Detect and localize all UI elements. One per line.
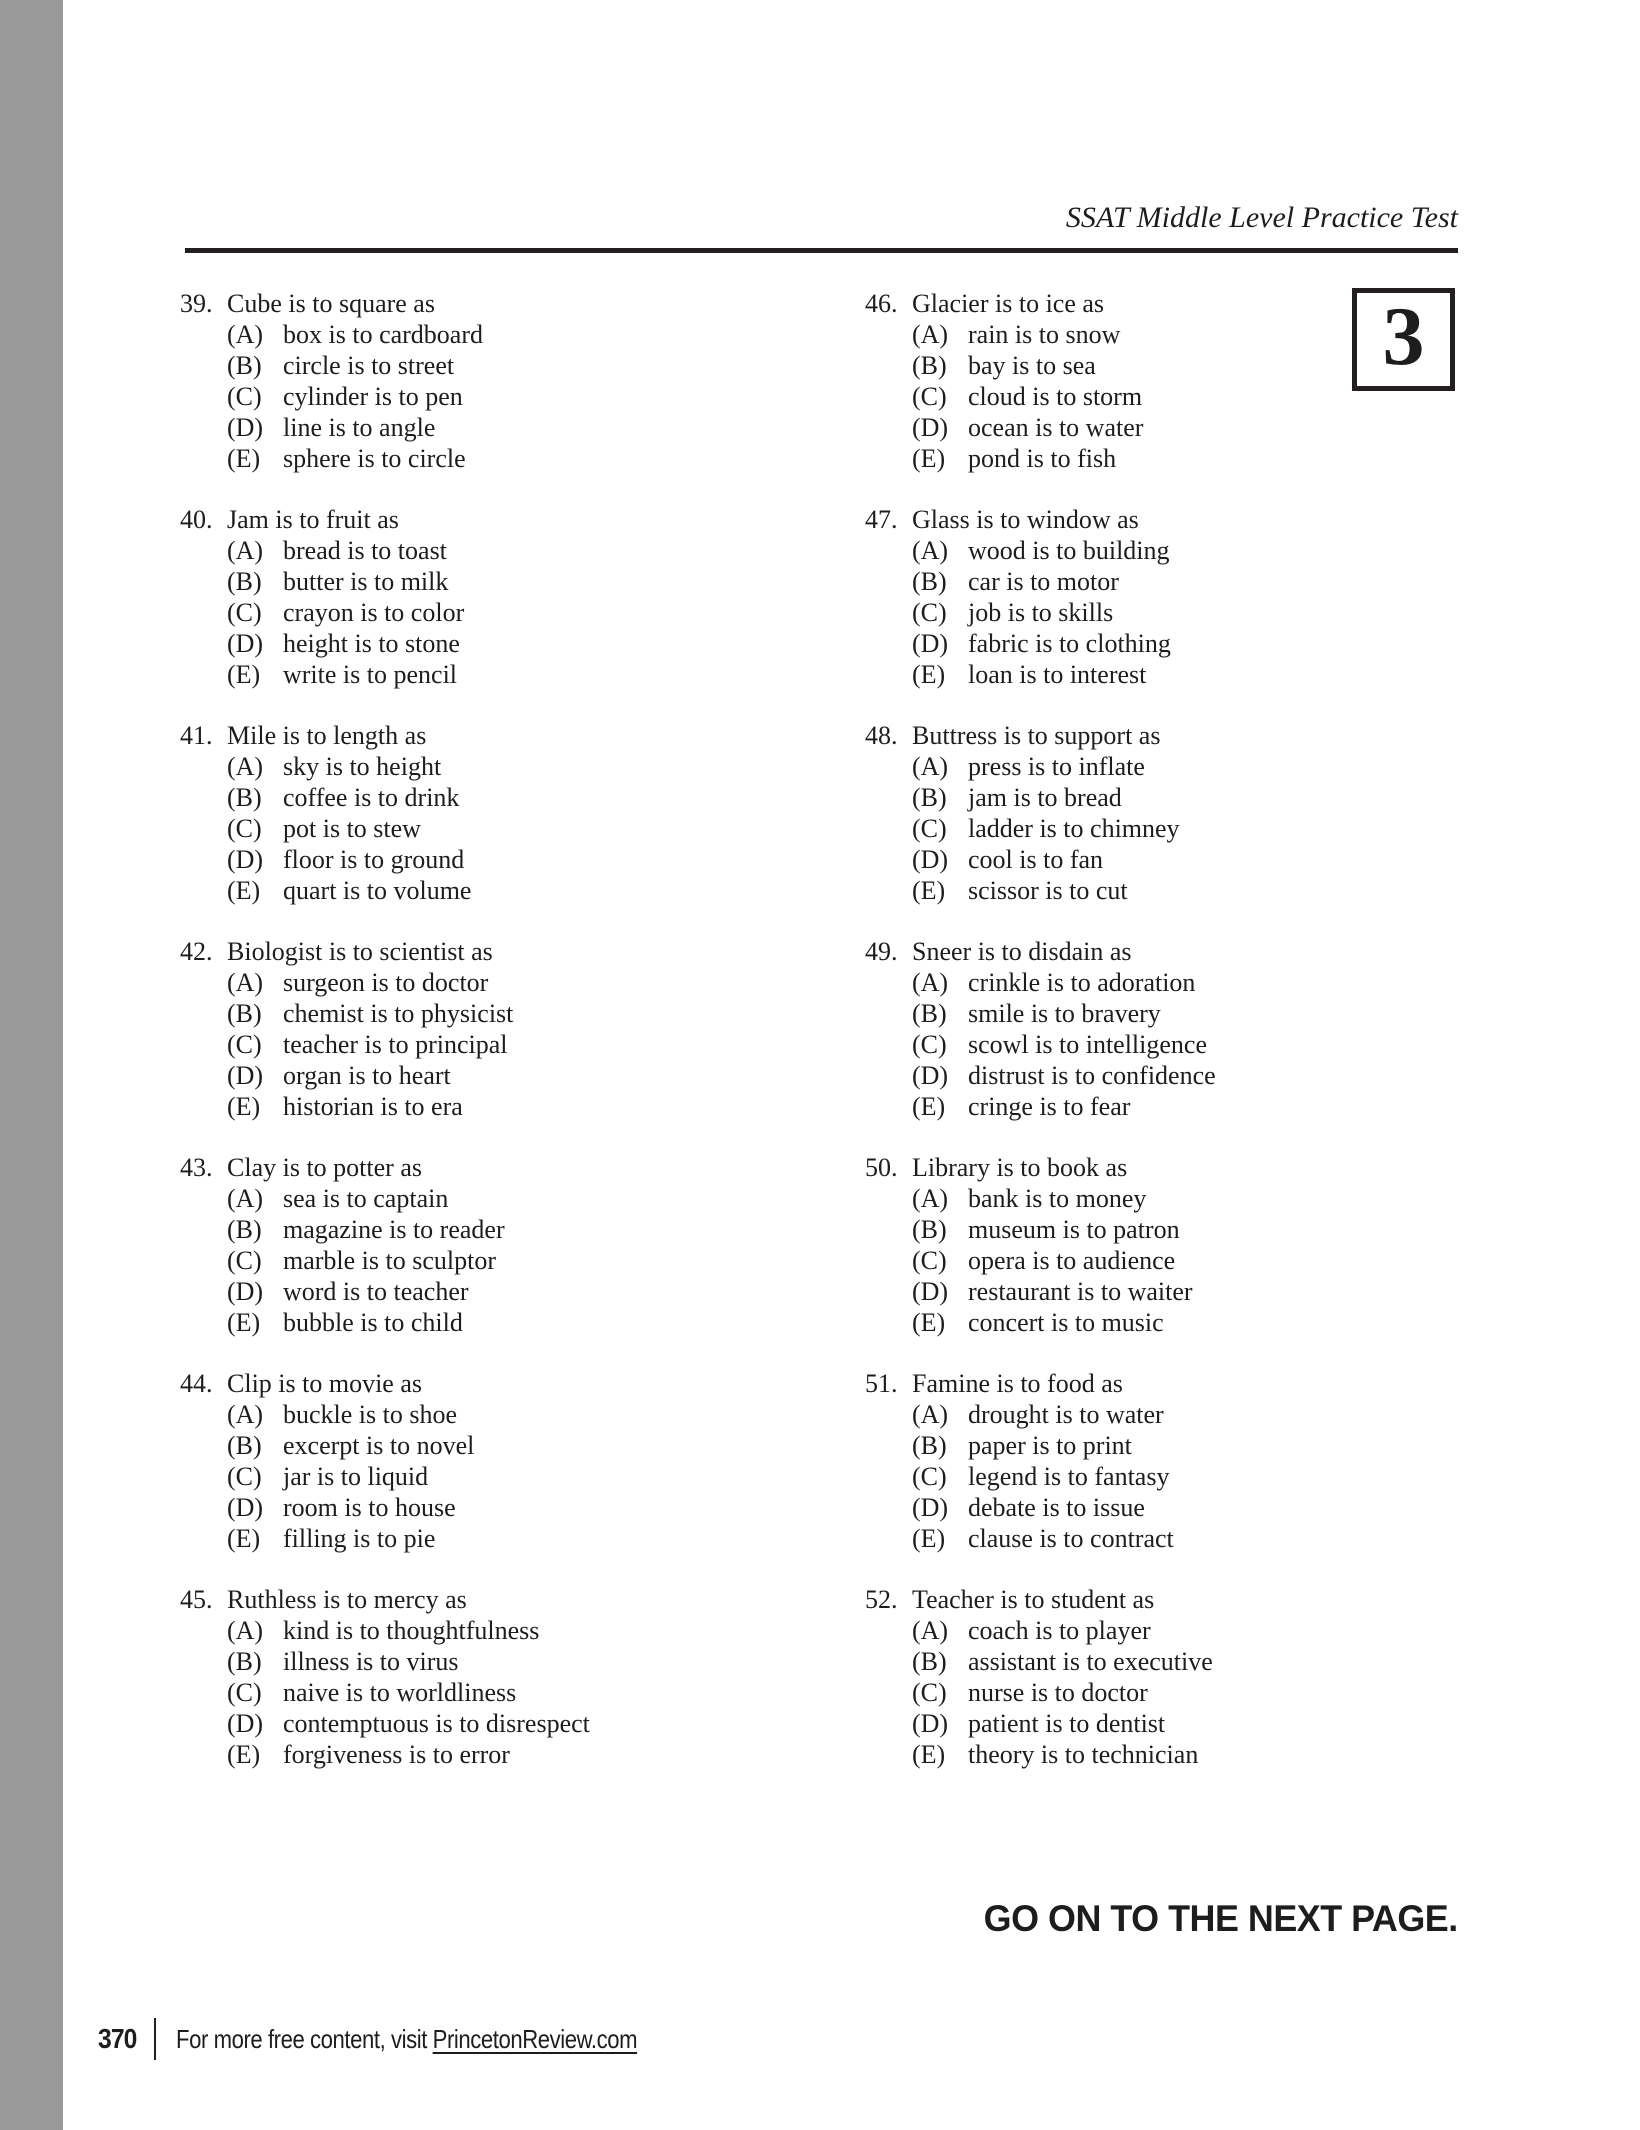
choice-letter: (C) bbox=[227, 1246, 262, 1275]
choice-letter: (D) bbox=[227, 629, 264, 658]
question-item bbox=[865, 288, 1525, 474]
answer-choice bbox=[227, 628, 840, 659]
question-item bbox=[865, 1152, 1525, 1338]
choice-text: write is to pencil bbox=[283, 660, 458, 689]
question-item bbox=[180, 936, 840, 1122]
choice-letter: (B) bbox=[227, 351, 262, 380]
choice-letter: (C) bbox=[912, 814, 947, 843]
choice-text: opera is to audience bbox=[968, 1246, 1176, 1275]
answer-choice bbox=[227, 1677, 840, 1708]
choice-letter: (C) bbox=[227, 1030, 262, 1059]
choice-letter: (C) bbox=[227, 598, 262, 627]
answer-choice bbox=[227, 1060, 840, 1091]
question-number: 42. bbox=[180, 937, 213, 966]
choice-text: fabric is to clothing bbox=[968, 629, 1171, 658]
question-item bbox=[180, 504, 840, 690]
choice-text: box is to cardboard bbox=[283, 320, 484, 349]
choice-text: bubble is to child bbox=[283, 1308, 463, 1337]
choice-text: organ is to heart bbox=[283, 1061, 451, 1090]
choice-text: paper is to print bbox=[968, 1431, 1132, 1460]
answer-choice bbox=[227, 1091, 840, 1122]
answer-choice bbox=[227, 1245, 840, 1276]
answer-choice bbox=[227, 1183, 840, 1214]
choice-text: contemptuous is to disrespect bbox=[283, 1709, 590, 1738]
answer-choice bbox=[227, 350, 840, 381]
question-item bbox=[865, 504, 1525, 690]
choice-letter: (E) bbox=[227, 1740, 261, 1769]
choice-text: patient is to dentist bbox=[968, 1709, 1166, 1738]
answer-choice bbox=[912, 628, 1525, 659]
choice-letter: (C) bbox=[227, 1462, 262, 1491]
answer-choice bbox=[912, 875, 1525, 906]
choice-text: quart is to volume bbox=[283, 876, 472, 905]
page-header-title: SSAT Middle Level Practice Test bbox=[1065, 201, 1458, 234]
answer-choice bbox=[912, 1214, 1525, 1245]
choice-letter: (B) bbox=[227, 567, 262, 596]
choice-letter: (D) bbox=[227, 1277, 264, 1306]
question-stem: Glass is to window as bbox=[912, 505, 1139, 534]
answer-choice bbox=[227, 1523, 840, 1554]
question-item bbox=[180, 1584, 840, 1770]
choice-text: cylinder is to pen bbox=[283, 382, 463, 411]
answer-choice bbox=[227, 1307, 840, 1338]
choice-text: marble is to sculptor bbox=[283, 1246, 497, 1275]
choice-letter: (C) bbox=[912, 1678, 947, 1707]
choice-letter: (B) bbox=[227, 1647, 262, 1676]
choice-text: distrust is to confidence bbox=[968, 1061, 1216, 1090]
choice-text: ocean is to water bbox=[968, 413, 1144, 442]
question-number: 40. bbox=[180, 505, 213, 534]
choice-text: teacher is to principal bbox=[283, 1030, 508, 1059]
answer-choice bbox=[912, 535, 1525, 566]
choice-letter: (A) bbox=[912, 968, 949, 997]
choice-text: room is to house bbox=[283, 1493, 456, 1522]
choice-letter: (B) bbox=[912, 1215, 947, 1244]
choice-letter: (B) bbox=[227, 1431, 262, 1460]
answer-choice bbox=[227, 566, 840, 597]
answer-choice bbox=[912, 844, 1525, 875]
questions-column-left bbox=[180, 288, 840, 1800]
question-stem: Jam is to fruit as bbox=[227, 505, 399, 534]
answer-choice bbox=[912, 659, 1525, 690]
choice-letter: (B) bbox=[912, 1431, 947, 1460]
choice-letter: (E) bbox=[912, 1092, 946, 1121]
questions-column-right bbox=[865, 288, 1525, 1800]
choice-letter: (B) bbox=[912, 783, 947, 812]
choice-letter: (C) bbox=[912, 1462, 947, 1491]
answer-choice bbox=[227, 319, 840, 350]
answer-choice bbox=[912, 1646, 1525, 1677]
answer-choice bbox=[227, 1430, 840, 1461]
choice-letter: (D) bbox=[912, 629, 949, 658]
choice-text: nurse is to doctor bbox=[968, 1678, 1148, 1707]
answer-choice bbox=[912, 1430, 1525, 1461]
choice-letter: (E) bbox=[227, 1308, 261, 1337]
choice-text: word is to teacher bbox=[283, 1277, 469, 1306]
answer-choice bbox=[912, 1183, 1525, 1214]
choice-text: butter is to milk bbox=[283, 567, 449, 596]
choice-text: cloud is to storm bbox=[968, 382, 1143, 411]
go-on-instruction: GO ON TO THE NEXT PAGE. bbox=[983, 1898, 1458, 1939]
choice-letter: (A) bbox=[227, 536, 264, 565]
question-stem: Glacier is to ice as bbox=[912, 289, 1105, 318]
answer-choice bbox=[227, 1461, 840, 1492]
question-number: 46. bbox=[865, 289, 898, 318]
choice-text: job is to skills bbox=[968, 598, 1114, 627]
choice-text: historian is to era bbox=[283, 1092, 463, 1121]
choice-text: sphere is to circle bbox=[283, 444, 466, 473]
answer-choice bbox=[227, 1646, 840, 1677]
choice-letter: (E) bbox=[227, 1524, 261, 1553]
choice-text: line is to angle bbox=[283, 413, 436, 442]
answer-choice bbox=[227, 1214, 840, 1245]
choice-letter: (A) bbox=[227, 1400, 264, 1429]
header-rule bbox=[185, 248, 1458, 253]
choice-letter: (E) bbox=[912, 1740, 946, 1769]
choice-letter: (C) bbox=[227, 382, 262, 411]
answer-choice bbox=[912, 566, 1525, 597]
choice-letter: (B) bbox=[227, 999, 262, 1028]
choice-text: theory is to technician bbox=[968, 1740, 1199, 1769]
choice-letter: (D) bbox=[227, 1061, 264, 1090]
choice-text: car is to motor bbox=[968, 567, 1119, 596]
question-number: 44. bbox=[180, 1369, 213, 1398]
answer-choice bbox=[912, 443, 1525, 474]
choice-letter: (A) bbox=[912, 1400, 949, 1429]
choice-text: concert is to music bbox=[968, 1308, 1164, 1337]
question-item bbox=[865, 1368, 1525, 1554]
choice-letter: (C) bbox=[227, 1678, 262, 1707]
choice-text: excerpt is to novel bbox=[283, 1431, 475, 1460]
question-stem: Teacher is to student as bbox=[912, 1585, 1155, 1614]
question-number: 52. bbox=[865, 1585, 898, 1614]
question-item bbox=[180, 720, 840, 906]
choice-letter: (A) bbox=[912, 320, 949, 349]
choice-letter: (B) bbox=[227, 783, 262, 812]
footer-text bbox=[176, 2024, 637, 2055]
answer-choice bbox=[912, 1276, 1525, 1307]
answer-choice bbox=[912, 967, 1525, 998]
question-stem: Famine is to food as bbox=[912, 1369, 1123, 1398]
question-item bbox=[180, 288, 840, 474]
choice-letter: (E) bbox=[912, 1308, 946, 1337]
answer-choice bbox=[227, 1492, 840, 1523]
choice-text: smile is to bravery bbox=[968, 999, 1161, 1028]
choice-letter: (E) bbox=[227, 444, 261, 473]
choice-text: restaurant is to waiter bbox=[968, 1277, 1193, 1306]
answer-choice bbox=[227, 967, 840, 998]
footer-divider bbox=[154, 2018, 156, 2060]
question-stem: Clay is to potter as bbox=[227, 1153, 422, 1182]
choice-letter: (B) bbox=[912, 1647, 947, 1676]
choice-letter: (E) bbox=[227, 876, 261, 905]
answer-choice bbox=[227, 813, 840, 844]
answer-choice bbox=[227, 782, 840, 813]
choice-text: scowl is to intelligence bbox=[968, 1030, 1208, 1059]
answer-choice bbox=[912, 1461, 1525, 1492]
answer-choice bbox=[912, 412, 1525, 443]
choice-letter: (A) bbox=[912, 1616, 949, 1645]
choice-text: cringe is to fear bbox=[968, 1092, 1131, 1121]
choice-text: circle is to street bbox=[283, 351, 455, 380]
question-number: 39. bbox=[180, 289, 213, 318]
answer-choice bbox=[227, 844, 840, 875]
choice-text: pond is to fish bbox=[968, 444, 1117, 473]
answer-choice bbox=[227, 1708, 840, 1739]
choice-letter: (B) bbox=[912, 351, 947, 380]
answer-choice bbox=[912, 813, 1525, 844]
princeton-review-link[interactable]: PrincetonReview.com bbox=[432, 2023, 637, 2054]
choice-letter: (B) bbox=[912, 999, 947, 1028]
question-number: 49. bbox=[865, 937, 898, 966]
answer-choice bbox=[912, 597, 1525, 628]
question-number: 43. bbox=[180, 1153, 213, 1182]
choice-text: scissor is to cut bbox=[968, 876, 1128, 905]
answer-choice bbox=[912, 1029, 1525, 1060]
answer-choice bbox=[912, 1091, 1525, 1122]
answer-choice bbox=[227, 535, 840, 566]
choice-letter: (B) bbox=[227, 1215, 262, 1244]
answer-choice bbox=[912, 782, 1525, 813]
choice-letter: (D) bbox=[912, 1493, 949, 1522]
answer-choice bbox=[912, 1708, 1525, 1739]
choice-text: loan is to interest bbox=[968, 660, 1147, 689]
question-stem: Sneer is to disdain as bbox=[912, 937, 1132, 966]
choice-text: buckle is to shoe bbox=[283, 1400, 458, 1429]
question-item bbox=[865, 720, 1525, 906]
answer-choice bbox=[912, 1060, 1525, 1091]
choice-letter: (E) bbox=[227, 1092, 261, 1121]
choice-text: clause is to contract bbox=[968, 1524, 1174, 1553]
choice-letter: (C) bbox=[912, 1030, 947, 1059]
choice-letter: (A) bbox=[227, 320, 264, 349]
answer-choice bbox=[227, 659, 840, 690]
question-number: 47. bbox=[865, 505, 898, 534]
choice-letter: (E) bbox=[912, 444, 946, 473]
choice-text: bank is to money bbox=[968, 1184, 1147, 1213]
answer-choice bbox=[912, 350, 1525, 381]
choice-letter: (C) bbox=[912, 382, 947, 411]
choice-text: sea is to captain bbox=[283, 1184, 449, 1213]
page-footer bbox=[98, 2018, 718, 2060]
question-stem: Mile is to length as bbox=[227, 721, 427, 750]
question-stem: Buttress is to support as bbox=[912, 721, 1161, 750]
page-edge-bar bbox=[0, 0, 63, 2130]
choice-letter: (D) bbox=[227, 413, 264, 442]
page-number: 370 bbox=[98, 2023, 137, 2054]
answer-choice bbox=[227, 412, 840, 443]
choice-letter: (D) bbox=[912, 1277, 949, 1306]
choice-letter: (D) bbox=[227, 845, 264, 874]
question-item bbox=[865, 936, 1525, 1122]
answer-choice bbox=[912, 1492, 1525, 1523]
choice-text: jar is to liquid bbox=[283, 1462, 429, 1491]
choice-text: ladder is to chimney bbox=[968, 814, 1180, 843]
choice-letter: (A) bbox=[227, 752, 264, 781]
choice-letter: (E) bbox=[227, 660, 261, 689]
footer-message: For more free content, visit bbox=[175, 2023, 433, 2054]
question-number: 51. bbox=[865, 1369, 898, 1398]
choice-letter: (D) bbox=[912, 413, 949, 442]
choice-letter: (C) bbox=[912, 598, 947, 627]
choice-letter: (E) bbox=[912, 1524, 946, 1553]
question-stem: Cube is to square as bbox=[227, 289, 435, 318]
choice-letter: (A) bbox=[912, 1184, 949, 1213]
choice-letter: (A) bbox=[912, 752, 949, 781]
choice-text: naive is to worldliness bbox=[283, 1678, 517, 1707]
choice-letter: (C) bbox=[912, 1246, 947, 1275]
question-stem: Biologist is to scientist as bbox=[227, 937, 493, 966]
answer-choice bbox=[227, 751, 840, 782]
choice-text: jam is to bread bbox=[968, 783, 1122, 812]
choice-letter: (E) bbox=[912, 876, 946, 905]
choice-text: drought is to water bbox=[968, 1400, 1164, 1429]
choice-text: bread is to toast bbox=[283, 536, 447, 565]
choice-text: coach is to player bbox=[968, 1616, 1151, 1645]
choice-text: illness is to virus bbox=[283, 1647, 459, 1676]
answer-choice bbox=[912, 1399, 1525, 1430]
choice-text: debate is to issue bbox=[968, 1493, 1145, 1522]
answer-choice bbox=[227, 875, 840, 906]
choice-text: assistant is to executive bbox=[968, 1647, 1213, 1676]
answer-choice bbox=[227, 1615, 840, 1646]
choice-text: wood is to building bbox=[968, 536, 1170, 565]
choice-text: kind is to thoughtfulness bbox=[283, 1616, 540, 1645]
answer-choice bbox=[912, 381, 1525, 412]
question-number: 50. bbox=[865, 1153, 898, 1182]
choice-text: rain is to snow bbox=[968, 320, 1121, 349]
answer-choice bbox=[912, 998, 1525, 1029]
answer-choice bbox=[912, 1615, 1525, 1646]
choice-letter: (D) bbox=[912, 845, 949, 874]
choice-text: sky is to height bbox=[283, 752, 442, 781]
choice-text: cool is to fan bbox=[968, 845, 1104, 874]
question-item bbox=[180, 1152, 840, 1338]
choice-text: museum is to patron bbox=[968, 1215, 1180, 1244]
choice-text: legend is to fantasy bbox=[968, 1462, 1170, 1491]
answer-choice bbox=[227, 1029, 840, 1060]
choice-letter: (C) bbox=[227, 814, 262, 843]
section-number: 3 bbox=[1382, 289, 1425, 383]
answer-choice bbox=[227, 1739, 840, 1770]
choice-text: crayon is to color bbox=[283, 598, 465, 627]
answer-choice bbox=[912, 1245, 1525, 1276]
answer-choice bbox=[912, 1677, 1525, 1708]
question-stem: Clip is to movie as bbox=[227, 1369, 422, 1398]
choice-text: press is to inflate bbox=[968, 752, 1145, 781]
question-number: 41. bbox=[180, 721, 213, 750]
choice-text: floor is to ground bbox=[283, 845, 465, 874]
choice-text: magazine is to reader bbox=[283, 1215, 505, 1244]
answer-choice bbox=[912, 1307, 1525, 1338]
choice-text: filling is to pie bbox=[283, 1524, 436, 1553]
question-stem: Ruthless is to mercy as bbox=[227, 1585, 467, 1614]
choice-letter: (A) bbox=[227, 1616, 264, 1645]
choice-text: pot is to stew bbox=[283, 814, 421, 843]
choice-letter: (A) bbox=[227, 1184, 264, 1213]
question-item bbox=[180, 1368, 840, 1554]
answer-choice bbox=[227, 1276, 840, 1307]
choice-text: forgiveness is to error bbox=[283, 1740, 510, 1769]
answer-choice bbox=[227, 1399, 840, 1430]
choice-text: chemist is to physicist bbox=[283, 999, 514, 1028]
choice-letter: (E) bbox=[912, 660, 946, 689]
choice-letter: (B) bbox=[912, 567, 947, 596]
question-stem: Library is to book as bbox=[912, 1153, 1128, 1182]
answer-choice bbox=[912, 319, 1525, 350]
question-item bbox=[865, 1584, 1525, 1770]
answer-choice bbox=[912, 1523, 1525, 1554]
choice-letter: (D) bbox=[912, 1061, 949, 1090]
answer-choice bbox=[227, 597, 840, 628]
answer-choice bbox=[912, 751, 1525, 782]
choice-letter: (D) bbox=[227, 1709, 264, 1738]
answer-choice bbox=[227, 998, 840, 1029]
choice-letter: (A) bbox=[227, 968, 264, 997]
answer-choice bbox=[227, 443, 840, 474]
choice-text: surgeon is to doctor bbox=[283, 968, 489, 997]
choice-text: crinkle is to adoration bbox=[968, 968, 1196, 997]
choice-text: height is to stone bbox=[283, 629, 460, 658]
answer-choice bbox=[227, 381, 840, 412]
choice-text: coffee is to drink bbox=[283, 783, 460, 812]
question-number: 48. bbox=[865, 721, 898, 750]
choice-text: bay is to sea bbox=[968, 351, 1096, 380]
question-number: 45. bbox=[180, 1585, 213, 1614]
choice-letter: (A) bbox=[912, 536, 949, 565]
choice-letter: (D) bbox=[227, 1493, 264, 1522]
answer-choice bbox=[912, 1739, 1525, 1770]
choice-letter: (D) bbox=[912, 1709, 949, 1738]
